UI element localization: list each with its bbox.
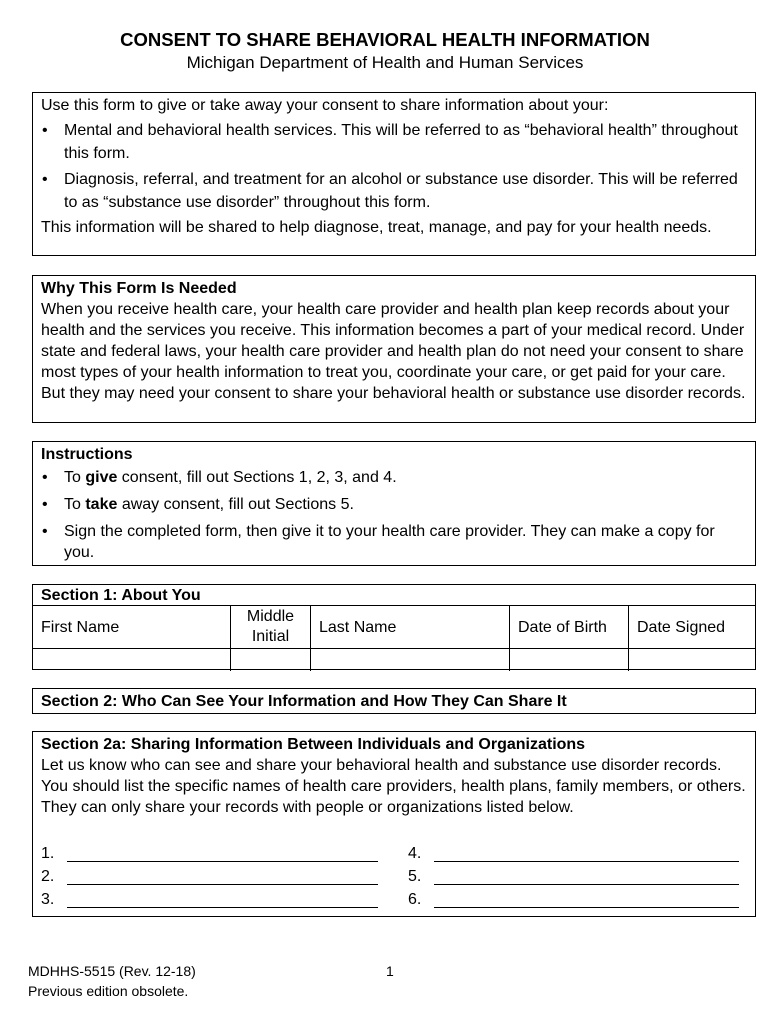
- recipient-input-1[interactable]: [67, 861, 378, 862]
- section2a-body: Let us know who can see and share your behavioral health and substance use disorder records. You should list the specific names of health care providers, health plans, family members, or others. They can only share your records with people or organizations listed below.: [41, 757, 746, 816]
- first-name-field[interactable]: [33, 649, 231, 672]
- recipient-input-4[interactable]: [434, 861, 739, 862]
- recipient-input-2[interactable]: [67, 884, 378, 885]
- footer-form-info: [28, 961, 196, 1001]
- recipient-input-5[interactable]: [434, 884, 739, 885]
- section2a-box: [32, 731, 756, 917]
- intro-lead: Use this form to give or take away your consent to share information about your:: [41, 97, 609, 114]
- intro-closing: This information will be shared to help diagnose, treat, manage, and pay for your health needs.: [41, 219, 712, 236]
- edition-note: Previous edition obsolete.: [28, 983, 189, 999]
- section1-box: [32, 584, 756, 670]
- bullet-icon: •: [42, 496, 48, 513]
- why-body: When you receive health care, your health care provider and health plan keep records about your health and the services you receive. This information becomes a part of your medical record. Under state and federal laws, your health care provider and health plan do not need your consent to share most types of your health information to treat you, coordinate your care, or get paid for your care. But they may need your consent to share your behavioral health or substance use disorder records.: [41, 301, 746, 402]
- last-name-field[interactable]: [311, 649, 510, 672]
- instruction-item: • To give consent, fill out Sections 1, 2, 3, and 4.: [42, 469, 397, 486]
- section2a-heading: Section 2a: Sharing Information Between Individuals and Organizations: [41, 736, 586, 753]
- form-title: CONSENT TO SHARE BEHAVIORAL HEALTH INFORMATION: [120, 29, 650, 50]
- instructions-heading: Instructions: [41, 446, 133, 463]
- dob-field[interactable]: [510, 649, 629, 672]
- instructions-list: [41, 467, 747, 563]
- middle-initial-header: Middle Initial: [231, 606, 311, 649]
- instructions-box: [32, 441, 756, 566]
- section1-heading: Section 1: About You: [41, 587, 201, 604]
- intro-bullet-text: Diagnosis, referral, and treatment for an alcohol or substance use disorder. This will be referred to as “substance use disorder” throughout this form.: [64, 171, 738, 211]
- intro-bullet-list: [41, 119, 747, 214]
- bullet-icon: •: [42, 523, 48, 540]
- page-number: 1: [386, 963, 394, 979]
- recipient-input-3[interactable]: [67, 907, 378, 908]
- give-emphasis: give: [85, 469, 118, 486]
- dob-header: Date of Birth: [510, 606, 629, 649]
- bullet-icon: •: [42, 171, 48, 188]
- last-name-header: Last Name: [311, 606, 510, 649]
- intro-bullet-text: Mental and behavioral health services. This will be referred to as “behavioral health” throughout this form.: [64, 122, 738, 162]
- section2-box: [32, 688, 756, 714]
- form-subtitle: Michigan Department of Health and Human Services: [186, 53, 584, 72]
- instruction-text: Sign the completed form, then give it to your health care provider. They can make a copy for you.: [64, 523, 715, 561]
- why-box: [32, 275, 756, 423]
- bullet-icon: •: [42, 122, 48, 139]
- intro-box: [32, 92, 756, 256]
- intro-bullet-item: [41, 168, 747, 214]
- middle-initial-field[interactable]: [231, 649, 311, 672]
- take-emphasis: take: [85, 496, 118, 513]
- form-id: MDHHS-5515 (Rev. 12-18): [28, 963, 196, 979]
- bullet-icon: •: [42, 469, 48, 486]
- instruction-item: • To take away consent, fill out Sections 5.: [42, 496, 354, 513]
- about-you-table: [33, 605, 755, 671]
- date-signed-header: Date Signed: [629, 606, 756, 649]
- instruction-item: [41, 521, 747, 563]
- section2-heading: Section 2: Who Can See Your Information and How They Can Share It: [41, 693, 567, 710]
- why-heading: Why This Form Is Needed: [41, 280, 237, 297]
- date-signed-field[interactable]: [629, 649, 756, 672]
- recipient-input-6[interactable]: [434, 907, 739, 908]
- intro-bullet-item: [41, 119, 747, 165]
- first-name-header: First Name: [33, 606, 231, 649]
